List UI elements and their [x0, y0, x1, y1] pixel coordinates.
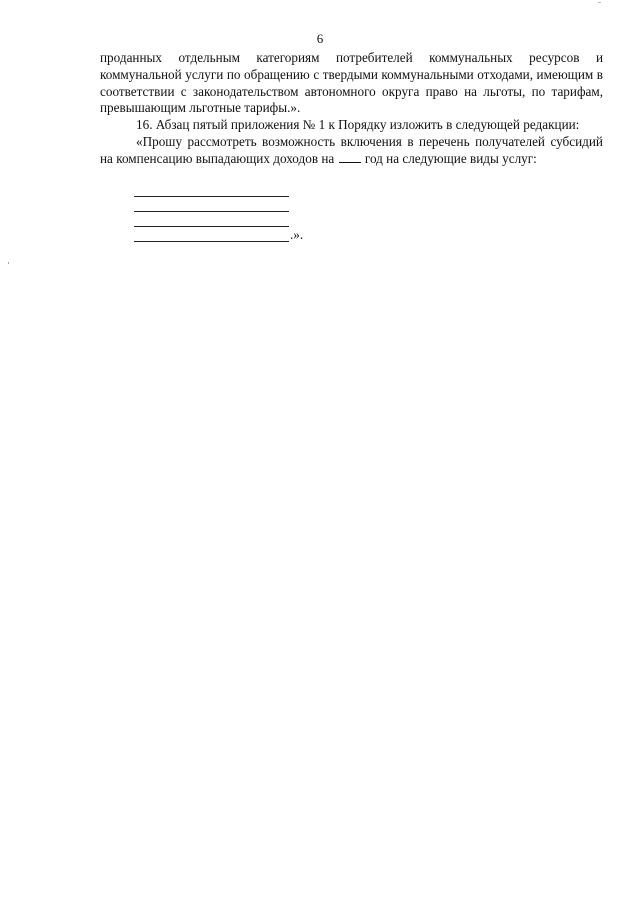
paragraph-amendment-16: 16. Абзац пятый приложения № 1 к Порядку изложить в следующей редакции:: [136, 117, 580, 133]
service-blank-last-row: [134, 227, 334, 242]
services-blank-list: [134, 182, 334, 242]
service-blank-line: [134, 212, 289, 227]
year-blank-field: [339, 152, 361, 163]
service-blank-line: [134, 197, 289, 212]
scan-artifact: [8, 262, 9, 264]
request-text-tail: год на следующие виды услуг:: [364, 150, 537, 166]
service-blank-line: [134, 182, 289, 197]
scan-artifact: [598, 2, 601, 3]
page-number: 6: [316, 31, 324, 46]
paragraph-request-quote: [100, 134, 603, 168]
document-body: [100, 50, 603, 168]
request-text: «Прошу рассмотреть возможность включения в перечень получателей субсидий на компенсацию выпадающих доходов на: [100, 133, 603, 166]
closing-quote-mark: .».: [290, 227, 304, 242]
paragraph-continuation: проданных отдельным категориям потребителей коммунальных ресурсов и коммунальной услуги по обращению с твердыми коммунальными отходами, имеющим в соответствии с законодательством автономного округа право на льготы, по тарифам, превышающим льготные тарифы.».: [100, 50, 603, 116]
service-blank-line: [134, 227, 289, 242]
